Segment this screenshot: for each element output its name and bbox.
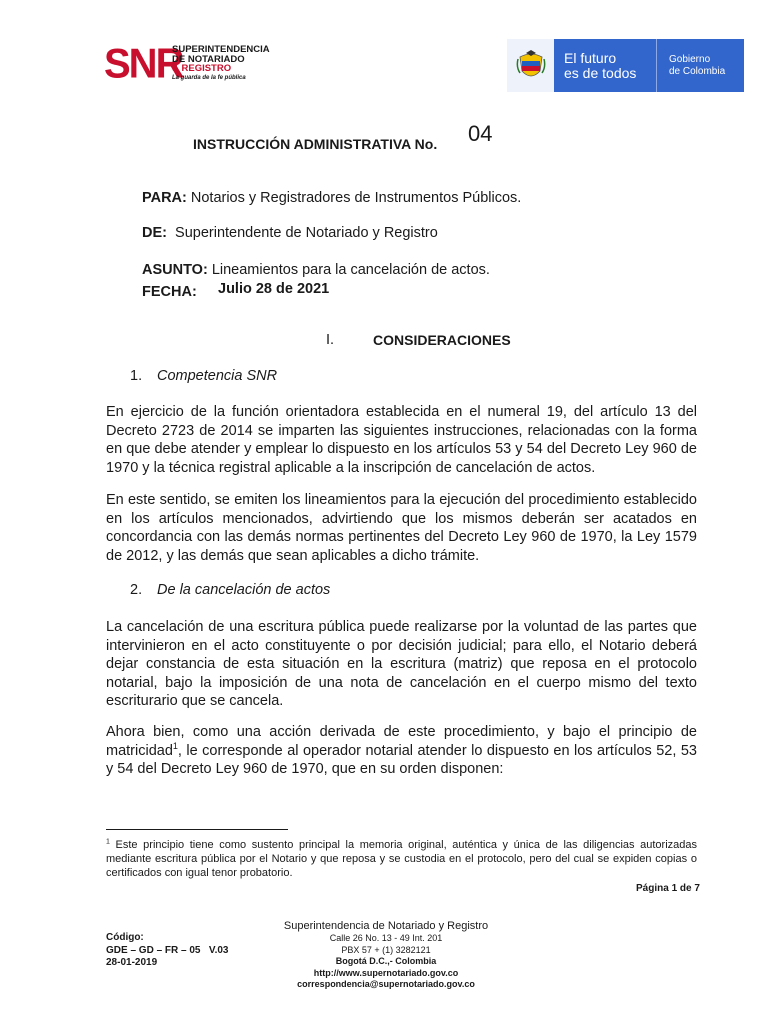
footnote-text: Este principio tiene como sustento principal la memoria original, auténtica y única de las diligencias autorizadas mediante escritura pública por el Notario y que reposa y se custodia en el protocolo, pero del cual se expiden copias o certificados con igual tenor probatorio. bbox=[106, 839, 697, 879]
de-label: DE: bbox=[142, 225, 167, 241]
para-value: Notarios y Registradores de Instrumentos Públicos. bbox=[190, 190, 522, 206]
section-number: I. bbox=[326, 332, 335, 348]
gov-name-line2: de Colombia bbox=[669, 65, 726, 77]
gov-slogan-line1: El futuro bbox=[564, 49, 617, 66]
paragraph bbox=[106, 723, 697, 779]
footer-email-link[interactable]: correspondencia@supernotariado.gov.co bbox=[297, 979, 475, 989]
asunto-label: ASUNTO: bbox=[142, 262, 208, 278]
snr-logo-mark: SNR bbox=[104, 40, 183, 88]
gov-name-line1: Gobierno bbox=[669, 53, 711, 65]
footer-web-link[interactable]: http://www.supernotariado.gov.co bbox=[313, 967, 459, 978]
code-value: GDE – GD – FR – 05 V.03 bbox=[106, 944, 229, 956]
gov-slogan-line2: es de todos bbox=[564, 64, 637, 81]
para-label: PARA: bbox=[142, 190, 187, 206]
document-code bbox=[106, 932, 228, 970]
de-value: Superintendente de Notariado y Registro bbox=[175, 225, 438, 241]
gov-slogan bbox=[554, 39, 656, 92]
fecha-label: FECHA: bbox=[142, 284, 197, 300]
footnote-number: 1 bbox=[106, 838, 110, 846]
item-number: 2. bbox=[130, 582, 143, 598]
footer bbox=[226, 919, 546, 991]
item-title: Competencia SNR bbox=[157, 368, 278, 384]
paragraph-text-continued: , le corresponde al operador notarial atender lo dispuesto en los artículos 52, 53 y 54 del Decreto Ley 960 de 1970, que en su orden disponen: bbox=[106, 742, 697, 777]
snr-logo-text bbox=[172, 45, 270, 82]
section-title: CONSIDERACIONES bbox=[373, 332, 511, 348]
snr-logo-line2: DE NOTARIADO bbox=[172, 53, 245, 65]
asunto-field bbox=[142, 262, 490, 278]
fecha-value: Julio 28 de 2021 bbox=[218, 281, 330, 297]
document-title: INSTRUCCIÓN ADMINISTRATIVA No. bbox=[193, 136, 438, 152]
footnote-separator bbox=[106, 829, 288, 830]
paragraph: En este sentido, se emiten los lineamientos para la ejecución del procedimiento establecido en los artículos mencionados, advirtiendo que los mismos deberán ser acatados en concordancia con las demás normas pertinentes del Decreto Ley 960 de 1970, la Ley 1579 de 2012, y las demás que sean aplicables a dicho trámite. bbox=[106, 492, 697, 564]
gov-banner bbox=[507, 39, 744, 92]
de-field bbox=[142, 225, 438, 241]
footnote bbox=[106, 838, 697, 880]
footer-city: Bogotá D.C.,- Colombia bbox=[335, 956, 437, 966]
code-date: 28-01-2019 bbox=[106, 957, 158, 968]
snr-logo-line3: & REGISTRO bbox=[172, 63, 232, 74]
paragraph: La cancelación de una escritura pública puede realizarse por la voluntad de las partes que intervinieron en el acto constituyente o por decisión judicial; para ello, el Notario deberá dejar constancia de esta situación en la escritura (matriz) que reposa en el protocolo notarial, bajo la imposición de una nota de cancelación en el cuerpo mismo del texto escriturario que se cancela. bbox=[106, 619, 697, 709]
gov-name bbox=[657, 39, 744, 92]
footer-address: Calle 26 No. 13 - 49 Int. 201 bbox=[329, 933, 443, 943]
paragraph: En ejercicio de la función orientadora establecida en el numeral 19, del artículo 13 del Decreto 2723 de 2014 se imparten las siguientes instrucciones, relacionadas con la forma en que debe atender y emplear lo dispuesto en los artículos 53 y 54 del Decreto Ley 960 de 1970 y la técnica registral aplicable a la inscripción de cancelación de actos. bbox=[106, 404, 697, 476]
footer-org: Superintendencia de Notariado y Registro bbox=[283, 920, 489, 932]
snr-logo-line1: SUPERINTENDENCIA bbox=[172, 44, 270, 55]
footer-phone: PBX 57 + (1) 3282121 bbox=[341, 944, 431, 955]
snr-logo bbox=[104, 40, 270, 104]
para-field bbox=[142, 190, 521, 206]
document-number: 04 bbox=[468, 121, 493, 146]
footnote-reference[interactable]: 1 bbox=[172, 740, 178, 751]
code-label: Código: bbox=[106, 932, 144, 943]
snr-logo-tagline: La guarda de la fe pública bbox=[172, 74, 246, 81]
item-number: 1. bbox=[130, 368, 143, 384]
asunto-value: Lineamientos para la cancelación de actos. bbox=[211, 262, 490, 278]
paragraph-text: Ahora bien, como una acción derivada de este procedimiento, y bajo el principio de matricidad bbox=[106, 724, 697, 759]
item-title: De la cancelación de actos bbox=[157, 582, 331, 598]
colombia-coat-of-arms-icon bbox=[507, 39, 554, 92]
page-number: Página 1 de 7 bbox=[636, 883, 700, 894]
